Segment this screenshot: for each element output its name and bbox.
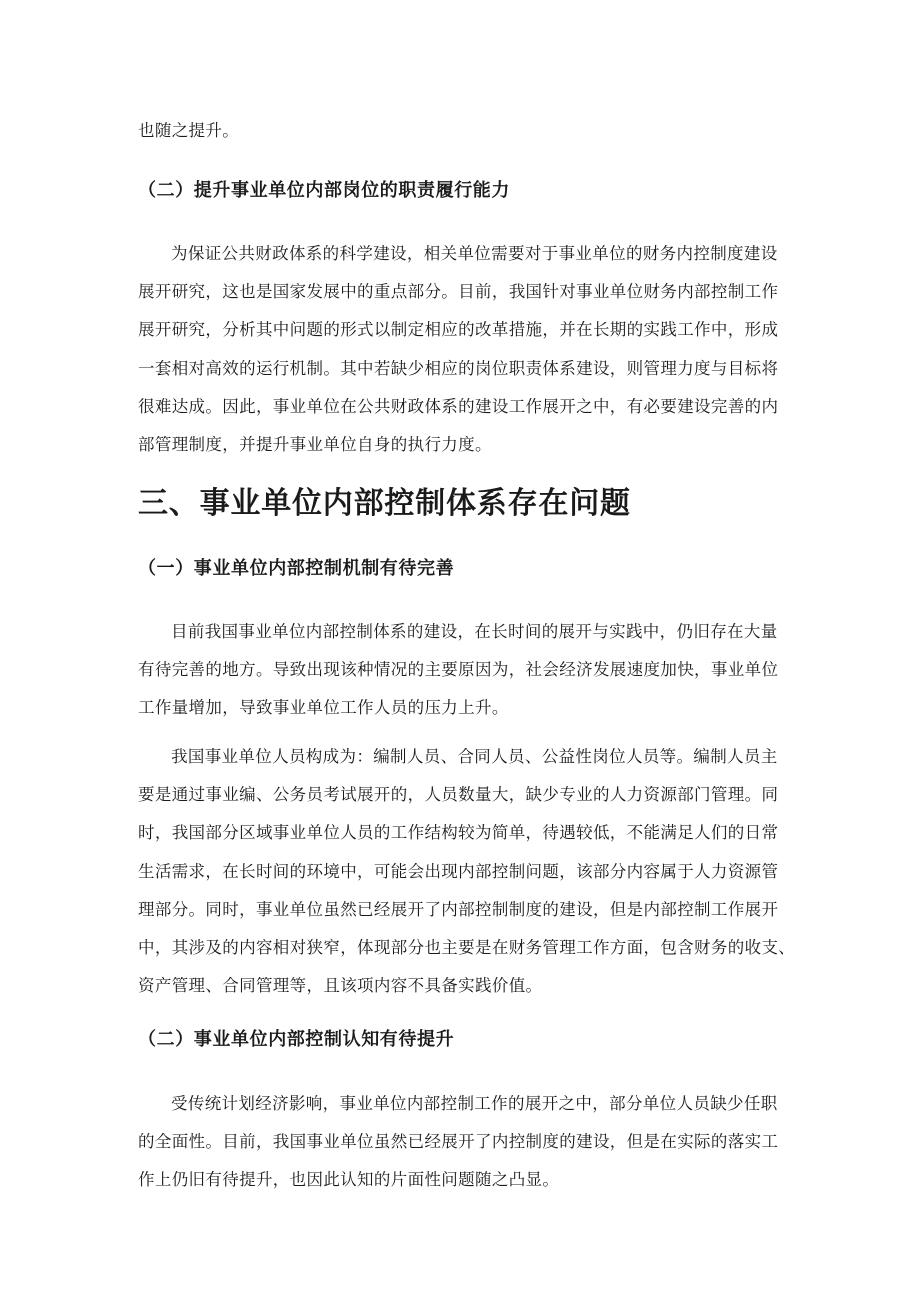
text-line: 受传统计划经济影响，事业单位内部控制工作的展开之中，部分单位人员缺少任职	[171, 1094, 778, 1113]
text-line: 我国事业单位人员构成为：编制人员、合同人员、公益性岗位人员等。编制人员主	[171, 747, 778, 766]
paragraph-3	[138, 738, 795, 1005]
paragraph-2	[138, 613, 778, 728]
text-line: 的全面性。目前，我国事业单位虽然已经展开了内控制度的建设，但是在实际的落实工	[138, 1132, 779, 1152]
text-line: 也随之提升。	[138, 121, 240, 140]
section-heading-three: 三、事业单位内部控制体系存在问题	[138, 486, 631, 521]
text-line: 展开研究，分析其中问题的形式以制定相应的改革措施，并在长期的实践工作中，形成	[138, 320, 779, 340]
text-line: 要是通过事业编、公务员考试展开的，人员数量大，缺少专业的人力资源部门管理。同	[138, 785, 779, 805]
text-line: 很难达成。因此，事业单位在公共财政体系的建设工作展开之中，有必要建设完善的内	[138, 396, 779, 416]
subheading-3-2: （二）事业单位内部控制认知有待提升	[138, 1029, 455, 1050]
subheading-2: （二）提升事业单位内部岗位的职责履行能力	[138, 180, 510, 201]
text-line: 目前我国事业单位内部控制体系的建设，在长时间的展开与实践中，仍旧存在大量	[171, 622, 778, 641]
text-line: 作上仍旧有待提升，也因此认知的片面性问题随之凸显。	[138, 1170, 560, 1190]
text-line: 资产管理、合同管理等，且该项内容不具备实践价值。	[138, 976, 543, 996]
subheading-3-1: （一）事业单位内部控制机制有待完善	[138, 558, 455, 579]
text-line: 展开研究，这也是国家发展中的重点部分。目前，我国针对事业单位财务内部控制工作	[138, 282, 779, 302]
text-line: 为保证公共财政体系的科学建设，相关单位需要对于事业单位的财务内控制度建设	[171, 244, 778, 263]
paragraph-4	[138, 1085, 778, 1200]
text-line: 时，我国部分区域事业单位人员的工作结构较为简单，待遇较低，不能满足人们的日常	[138, 823, 779, 843]
text-line: 有待完善的地方。导致出现该种情况的主要原因为，社会经济发展速度加快，事业单位	[138, 660, 779, 680]
paragraph-1	[138, 235, 778, 464]
text-line: 理部分。同时，事业单位虽然已经展开了内部控制制度的建设，但是内部控制工作展开	[138, 899, 779, 919]
text-line: 工作量增加，导致事业单位工作人员的压力上升。	[138, 698, 509, 718]
text-line: 部管理制度，并提升事业单位自身的执行力度。	[138, 435, 492, 455]
text-line: 中，其涉及的内容相对狭窄，体现部分也主要是在财务管理工作方面，包含财务的收支、	[138, 938, 796, 958]
text-line: 生活需求，在长时间的环境中，可能会出现内部控制问题，该部分内容属于人力资源管	[138, 861, 779, 881]
text-line: 一套相对高效的运行机制。其中若缺少相应的岗位职责体系建设，则管理力度与目标将	[138, 358, 779, 378]
continuation-line	[138, 112, 239, 150]
